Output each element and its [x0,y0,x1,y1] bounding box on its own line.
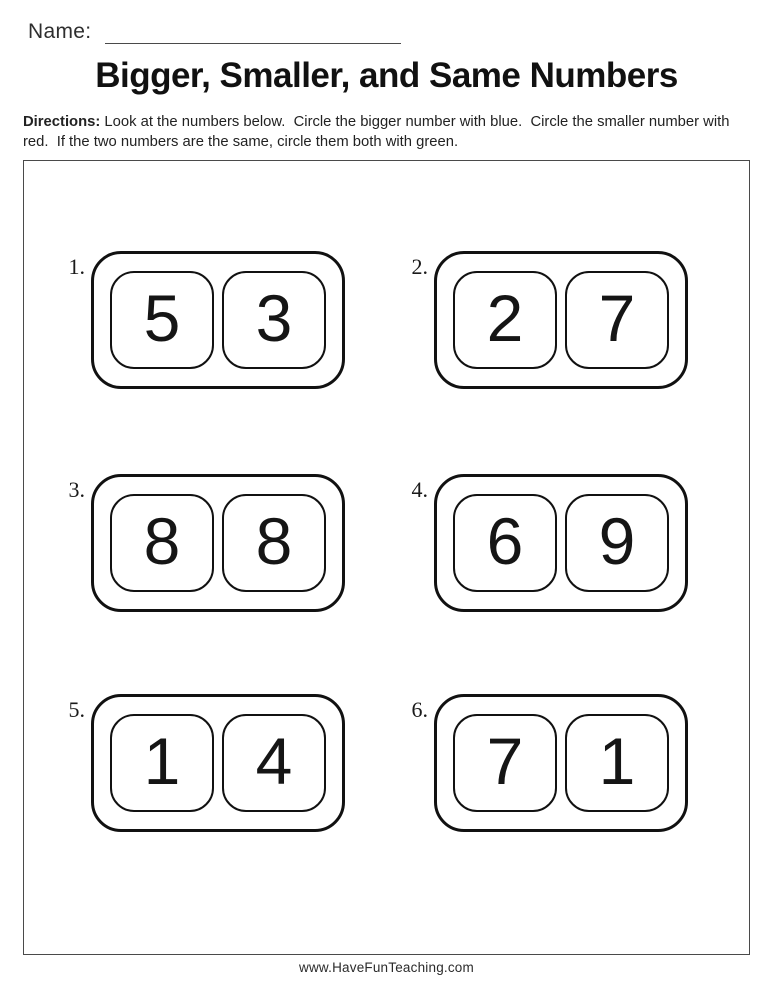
directions-label: Directions: [23,114,101,130]
name-row [28,20,401,44]
problem-5 [59,694,345,832]
problem-5-pair-frame [91,694,345,832]
problem-2-card-left[interactable]: 2 [453,271,557,369]
footer-url: www.HaveFunTeaching.com [299,960,474,975]
problem-6-pair-frame [434,694,688,832]
problem-4-card-left[interactable]: 6 [453,494,557,592]
name-blank-line[interactable] [105,22,401,44]
problem-3-card-left[interactable]: 8 [110,494,214,592]
problem-3-pair-frame [91,474,345,612]
problem-3-card-right[interactable]: 8 [222,494,326,592]
problem-5-number: 5. [68,697,85,722]
problem-3 [59,474,345,612]
name-label: Name: [28,20,92,43]
problem-2-number: 2. [411,254,428,279]
problem-6-card-left[interactable]: 7 [453,714,557,812]
problem-1-pair-frame [91,251,345,389]
problem-4-number: 4. [411,477,428,502]
problem-6-number: 6. [411,697,428,722]
page-title: Bigger, Smaller, and Same Numbers [95,56,678,95]
problem-6-card-right[interactable]: 1 [565,714,669,812]
problems-container [23,160,750,955]
directions [23,112,750,152]
problem-5-card-right[interactable]: 4 [222,714,326,812]
problem-1-card-left[interactable]: 5 [110,271,214,369]
problem-2-card-right[interactable]: 7 [565,271,669,369]
problem-4 [402,474,688,612]
problem-1-card-right[interactable]: 3 [222,271,326,369]
problem-2 [402,251,688,389]
problem-4-pair-frame [434,474,688,612]
problem-1 [59,251,345,389]
problem-3-number: 3. [68,477,85,502]
problem-2-pair-frame [434,251,688,389]
problem-1-number: 1. [68,254,85,279]
directions-text: Look at the numbers below. Circle the bigger number with blue. Circle the smaller number with red. If the two numbers are the same, circle them both with green. [23,114,734,150]
problem-6 [402,694,688,832]
problem-5-card-left[interactable]: 1 [110,714,214,812]
problem-4-card-right[interactable]: 9 [565,494,669,592]
